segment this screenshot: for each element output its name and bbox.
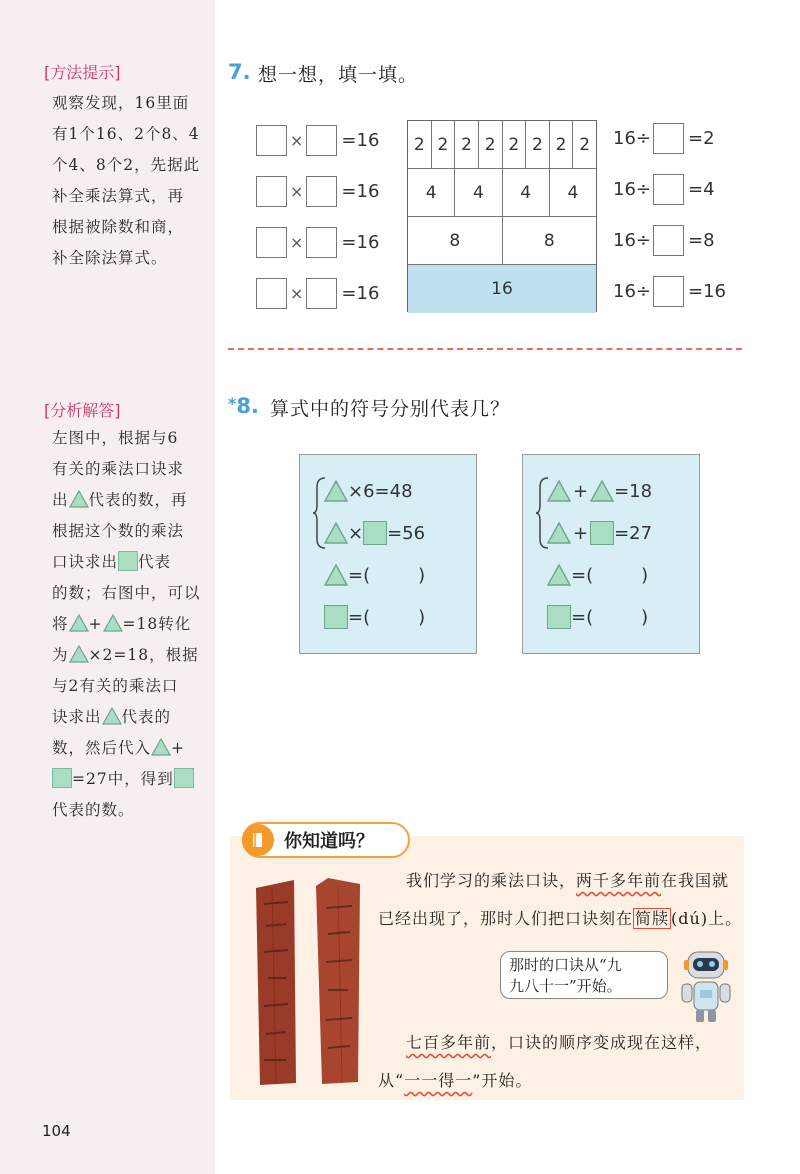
- answer-box[interactable]: [256, 227, 287, 258]
- answer-box[interactable]: [306, 278, 337, 309]
- know-paragraph-4: 从“一一得一”开始。: [378, 1071, 533, 1090]
- analysis-line: =27中，得到: [52, 764, 207, 795]
- triangle-icon: [547, 480, 571, 502]
- section-divider: [228, 348, 742, 350]
- grid-cell: 4: [408, 169, 455, 216]
- grid-cell: 4: [503, 169, 550, 216]
- know-paragraph-1: 我们学习的乘法口诀，两千多年前在我国就: [406, 871, 730, 890]
- answer-box[interactable]: [256, 176, 287, 207]
- tip-line: 根据被除数和商，: [52, 218, 185, 236]
- grid-cell: 4: [567, 182, 579, 203]
- analysis-line: 数，然后代入 +: [52, 739, 186, 757]
- triangle-icon: [102, 707, 122, 725]
- tip-line: 观察发现，16里面: [52, 94, 190, 112]
- answer-box[interactable]: [306, 176, 337, 207]
- equation-panel-left: [299, 454, 477, 654]
- speech-bubble: 那时的口诀从“九 九八十一”开始。: [500, 951, 668, 999]
- q8-text: 算式中的符号分别代表几？: [270, 398, 511, 420]
- tip-title: [方法提示]: [44, 63, 121, 82]
- q7-number: 7.: [228, 60, 251, 84]
- sidebar: [0, 0, 215, 1174]
- analysis-line: 出 代表的数，再: [52, 491, 188, 509]
- answer-triangle: =( ): [547, 561, 648, 589]
- did-you-know-title: 你知道吗？: [242, 822, 410, 858]
- equation-2: × =56: [324, 519, 425, 547]
- grid-cell: 16: [491, 279, 513, 299]
- square-icon: [324, 605, 348, 629]
- analysis-line: 代表的数。: [52, 801, 135, 819]
- bamboo-slips-image: [242, 874, 374, 1089]
- tip-line: 个4、8个2，先据此: [52, 156, 201, 174]
- grid-cell: 2: [550, 121, 574, 168]
- equation-2: + =27: [547, 519, 652, 547]
- answer-box[interactable]: [306, 227, 337, 258]
- mult-row: × =16: [256, 176, 379, 206]
- square-icon: [363, 521, 387, 545]
- did-you-know-box: [230, 831, 744, 1100]
- tip-line: 补全乘法算式，再: [52, 187, 185, 205]
- answer-box[interactable]: [653, 174, 684, 205]
- partition-grid: [407, 120, 597, 312]
- q7-text: 想一想，填一填。: [258, 64, 419, 86]
- analysis-line: 与2有关的乘法口: [52, 677, 179, 695]
- grid-cell: 8: [408, 217, 503, 264]
- triangle-icon: [324, 522, 348, 544]
- triangle-icon: [324, 564, 348, 586]
- grid-cell: 8: [543, 230, 555, 251]
- analysis-text: [52, 423, 207, 826]
- grid-cell: 2: [408, 121, 432, 168]
- analysis-line: 左图中，根据与6: [52, 429, 179, 447]
- mult-row: × =16: [256, 278, 379, 308]
- analysis-line: 为 ×2=18，根据: [52, 646, 199, 664]
- div-row: 16÷ =4: [613, 174, 715, 204]
- tip-text: [52, 88, 207, 274]
- grid-cell: 2: [455, 121, 479, 168]
- answer-box[interactable]: [653, 276, 684, 307]
- grid-cell: 2: [503, 121, 527, 168]
- triangle-icon: [69, 614, 89, 632]
- div-row: 16÷ =16: [613, 276, 726, 306]
- equation-panel-right: [522, 454, 700, 654]
- grid-cell: 2: [479, 121, 503, 168]
- analysis-line: 的数；右图中，可以: [52, 584, 201, 602]
- page-number: 104: [42, 1122, 71, 1140]
- know-paragraph-3: 七百多年前，口诀的顺序变成现在这样，: [406, 1033, 713, 1052]
- mult-row: × =16: [256, 227, 379, 257]
- grid-row-16: [408, 265, 596, 313]
- mult-row: × =16: [256, 125, 379, 155]
- square-icon: [590, 521, 614, 545]
- square-icon: [52, 768, 72, 788]
- triangle-icon: [69, 490, 89, 508]
- answer-box[interactable]: [653, 225, 684, 256]
- answer-square: =( ): [547, 603, 648, 631]
- triangle-icon: [547, 564, 571, 586]
- grid-cell: 2: [526, 121, 550, 168]
- triangle-icon: [69, 645, 89, 663]
- grid-cell: 4: [455, 169, 502, 216]
- analysis-line: 将 + =18转化: [52, 615, 192, 633]
- know-paragraph-2: 已经出现了，那时人们把口诀刻在 简牍 (dú)上。: [378, 909, 743, 928]
- triangle-icon: [324, 480, 348, 502]
- triangle-icon: [547, 522, 571, 544]
- equation-1: ×6=48: [324, 477, 413, 505]
- grid-row-2: [408, 121, 596, 169]
- analysis-line: 诀求出 代表的: [52, 708, 172, 726]
- answer-box[interactable]: [256, 278, 287, 309]
- triangle-icon: [103, 614, 123, 632]
- answer-box[interactable]: [306, 125, 337, 156]
- tip-line: 有1个16、2个8、4: [52, 125, 200, 143]
- answer-triangle: =( ): [324, 561, 425, 589]
- analysis-title: [分析解答]: [44, 401, 121, 420]
- q8-number: *8.: [228, 394, 259, 418]
- square-icon: [118, 551, 138, 571]
- tip-line: 补全除法算式。: [52, 249, 168, 267]
- book-icon: [242, 824, 274, 856]
- grid-row-8: [408, 217, 596, 265]
- analysis-line: 根据这个数的乘法: [52, 522, 185, 540]
- grid-cell: 2: [432, 121, 456, 168]
- robot-icon: [678, 946, 734, 1026]
- div-row: 16÷ =8: [613, 225, 715, 255]
- answer-box[interactable]: [653, 123, 684, 154]
- div-row: 16÷ =2: [613, 123, 715, 153]
- analysis-line: 口诀求出 代表: [52, 553, 172, 571]
- grid-cell: 2: [579, 134, 591, 155]
- square-icon: [547, 605, 571, 629]
- answer-square: =( ): [324, 603, 425, 631]
- analysis-line: 有关的乘法口诀求: [52, 460, 185, 478]
- equation-1: + =18: [547, 477, 652, 505]
- answer-box[interactable]: [256, 125, 287, 156]
- triangle-icon: [151, 738, 171, 756]
- square-icon: [174, 768, 194, 788]
- grid-row-4: [408, 169, 596, 217]
- triangle-icon: [590, 480, 614, 502]
